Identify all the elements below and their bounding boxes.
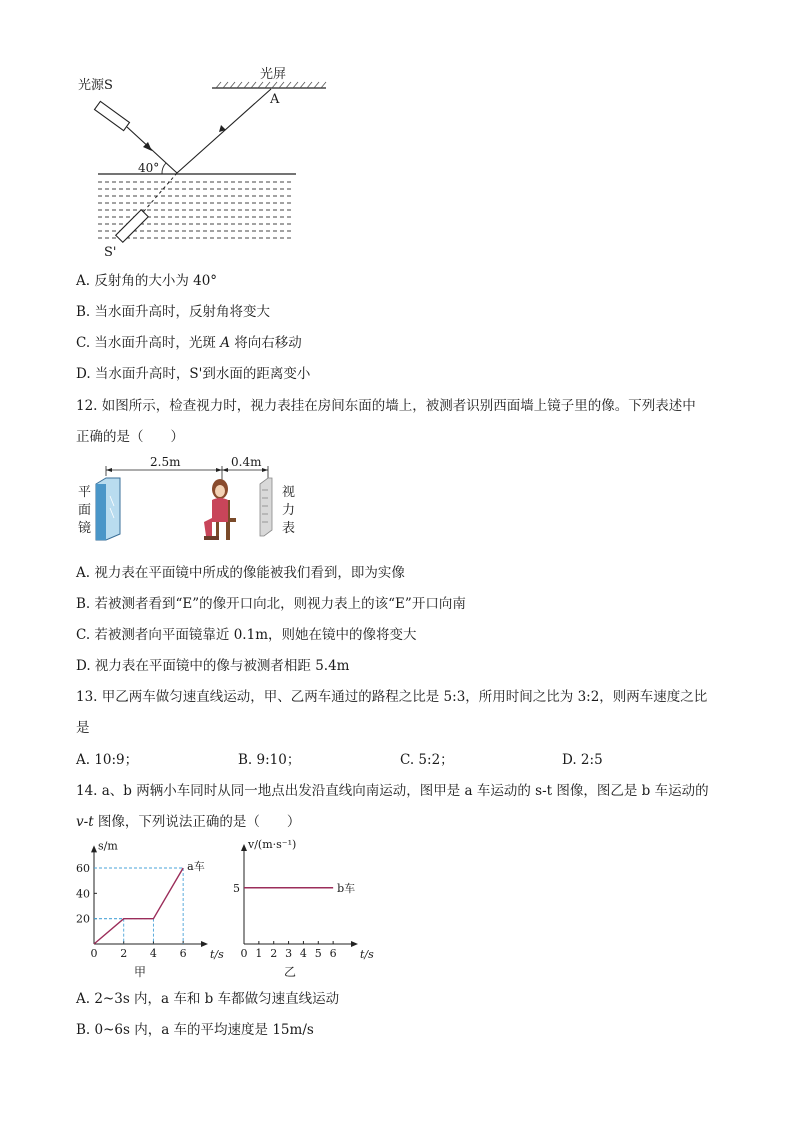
- mirror-label-2: 面: [78, 503, 92, 518]
- mirror-label-3: 镜: [78, 521, 92, 536]
- y-axis-arrow: [241, 844, 247, 851]
- y-tick-label: 60: [76, 862, 90, 875]
- x-axis-arrow: [201, 941, 208, 947]
- y-axis-label: v/(m·s⁻¹): [248, 838, 297, 851]
- distance-person-chart: 0.4m: [231, 455, 262, 469]
- source-label: 光源S: [78, 78, 113, 93]
- q11-option-b: B. 当水面升高时，反射角将变大: [76, 304, 271, 320]
- q14-option-a: A. 2~3s 内，a 车和 b 车都做匀速直线运动: [76, 991, 340, 1007]
- q11-option-c: [76, 334, 302, 352]
- chart-label-3: 表: [282, 521, 296, 536]
- y-tick-label: 5: [233, 881, 240, 895]
- q11-option-c-pre: C. 当水面升高时，光斑: [76, 335, 221, 351]
- series-label: a车: [187, 860, 205, 873]
- mirror-label-1: 平: [78, 485, 92, 500]
- x-tick-label: 2: [270, 947, 278, 960]
- q13-stem-line2: 是: [76, 720, 90, 736]
- screen-label: 光屏: [260, 67, 287, 82]
- chart-label-1: 视: [282, 485, 296, 500]
- x-tick-label: 0: [240, 947, 248, 960]
- chart-jia: [70, 836, 224, 982]
- q12-option-b: B. 若被测者看到“E”的像开口向北，则视力表上的该“E”开口向南: [76, 596, 466, 612]
- q11-option-a: A. 反射角的大小为 40°: [76, 273, 218, 289]
- x-tick-label: 2: [120, 947, 128, 960]
- virtual-image-icon: [116, 210, 149, 243]
- y-axis-label: s/m: [98, 839, 118, 853]
- q14-stem-line1: 14. a、b 两辆小车同时从同一地点出发沿直线向南运动，图甲是 a 车运动的 s-t 图像，图乙是 b 车运动的: [76, 783, 709, 799]
- chart-caption: 乙: [283, 965, 297, 979]
- x-tick-label: 6: [329, 947, 337, 960]
- eye-test-figure: [76, 456, 306, 552]
- x-axis-label: t/s: [210, 948, 224, 961]
- x-tick-label: 0: [90, 947, 98, 960]
- light-source-icon: [94, 101, 129, 130]
- q14-stem-line2: [76, 813, 300, 831]
- x-axis-label: t/s: [360, 948, 374, 961]
- q12-stem-line1: 12. 如图所示，检查视力时，视力表挂在房间东面的墙上，被测者识别西面墙上镜子里的像。下列表述中: [76, 398, 696, 414]
- x-tick-label: 5: [314, 947, 322, 960]
- q12-stem-line2: 正确的是（ ）: [76, 429, 184, 445]
- person-icon: [204, 479, 236, 540]
- y-tick-label: 40: [76, 887, 90, 901]
- reflection-figure: [76, 60, 336, 265]
- image-label: S': [104, 245, 117, 260]
- point-a-label: A: [270, 92, 280, 107]
- q12-option-a: A. 视力表在平面镜中所成的像能被我们看到，即为实像: [76, 565, 405, 581]
- q13-option-a: A. 10:9；: [76, 752, 139, 768]
- q14-option-b: B. 0~6s 内，a 车的平均速度是 15m/s: [76, 1022, 314, 1038]
- series-line: [94, 868, 183, 944]
- chart-caption: 甲: [133, 965, 147, 979]
- x-tick-label: 4: [299, 947, 307, 960]
- q13-option-c: C. 5:2；: [400, 752, 454, 768]
- y-tick-label: 20: [76, 912, 90, 926]
- q11-option-d: D. 当水面升高时，S'到水面的距离变小: [76, 366, 311, 382]
- angle-label: 40°: [138, 161, 160, 175]
- q11-option-c-post: 将向右移动: [229, 335, 302, 351]
- x-tick-label: 4: [149, 947, 157, 960]
- series-label: b车: [337, 881, 356, 895]
- chart-yi: [226, 836, 376, 982]
- q13-option-b: B. 9:10；: [238, 752, 301, 768]
- q14-stem-var: v-t: [76, 814, 94, 830]
- q13-stem-line1: 13. 甲乙两车做匀速直线运动，甲、乙两车通过的路程之比是 5:3，所用时间之比为 3:2，则两车速度之比: [76, 689, 708, 705]
- q12-option-d: D. 视力表在平面镜中的像与被测者相距 5.4m: [76, 658, 350, 674]
- q12-option-c: C. 若被测者向平面镜靠近 0.1m，则她在镜中的像将变大: [76, 627, 417, 643]
- distance-mirror-person: 2.5m: [150, 455, 181, 469]
- q11-option-c-var: A: [220, 335, 230, 351]
- q13-option-d: D. 2:5: [562, 752, 603, 768]
- x-tick-label: 3: [285, 947, 293, 960]
- eye-chart-icon: [260, 478, 272, 536]
- y-axis-arrow: [91, 845, 97, 852]
- chart-label-2: 力: [282, 503, 296, 518]
- x-axis-arrow: [351, 941, 358, 947]
- q14-stem-rest: 图像，下列说法正确的是（ ）: [93, 814, 301, 830]
- x-tick-label: 6: [179, 947, 187, 960]
- x-tick-label: 1: [255, 947, 263, 960]
